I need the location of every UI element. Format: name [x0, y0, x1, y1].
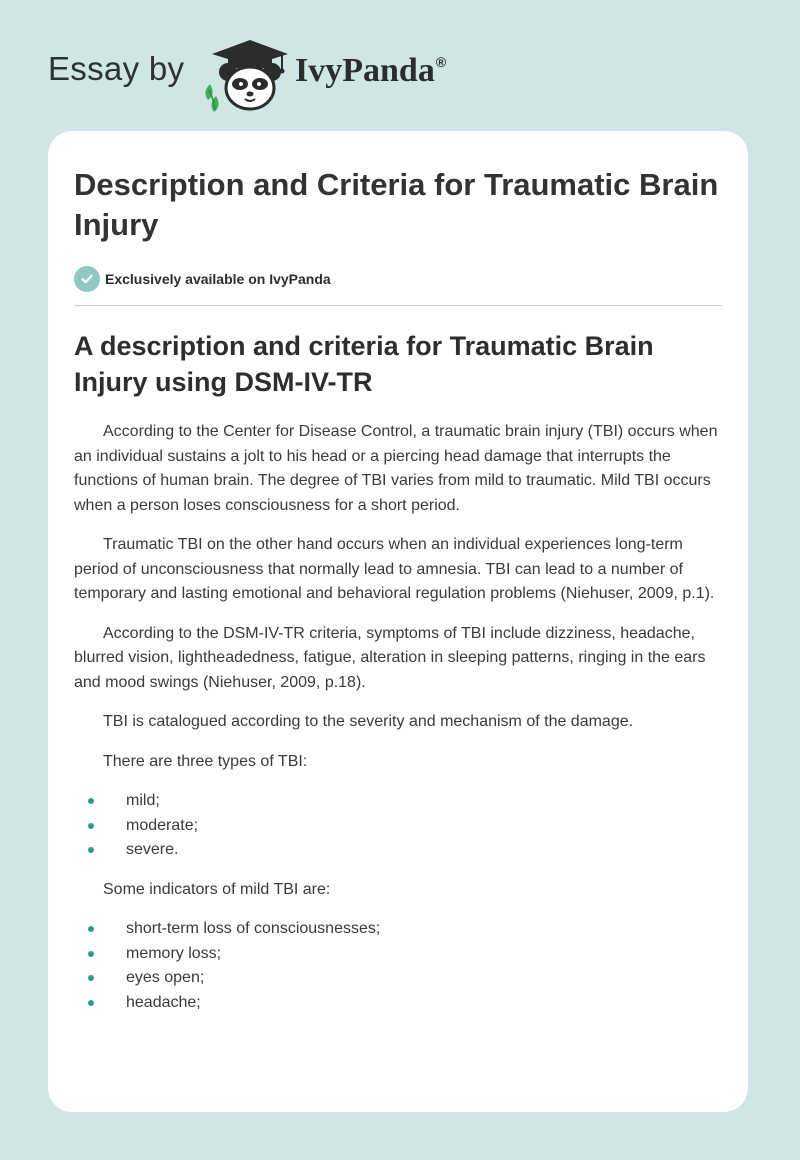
paragraph: There are three types of TBI:: [103, 752, 308, 770]
check-icon: [74, 266, 100, 292]
bullet-icon: [88, 823, 94, 829]
bullet-icon: [88, 798, 94, 804]
list-item: [74, 814, 722, 839]
panda-logo-icon[interactable]: [198, 34, 294, 114]
page-title: Description and Criteria for Traumatic Brain Injury: [74, 167, 719, 242]
brand-name[interactable]: [295, 52, 446, 90]
paragraph: TBI is catalogued according to the severity and mechanism of the damage.: [103, 713, 634, 730]
bullet-icon: [88, 1000, 94, 1006]
article-card: [48, 131, 748, 1112]
section-heading: A description and criteria for Traumatic Brain Injury using DSM-IV-TR: [74, 331, 654, 397]
list-item-text: mild;: [126, 792, 160, 809]
list-item: [74, 789, 722, 814]
list-item: [74, 991, 722, 1016]
bullet-icon: [88, 975, 94, 981]
list-item: [74, 966, 722, 991]
list-item-text: eyes open;: [126, 969, 205, 986]
tbi-types-list: [74, 789, 722, 863]
list-item-text: headache;: [126, 993, 201, 1011]
list-item: [74, 942, 722, 967]
bullet-icon: [88, 926, 94, 932]
brand-name-text: IvyPanda: [295, 52, 435, 89]
list-item-text: moderate;: [126, 816, 199, 834]
essay-by-label: Essay by: [48, 50, 185, 87]
bullet-icon: [88, 847, 94, 853]
divider: [74, 305, 722, 306]
site-header: [48, 30, 748, 120]
list-item: [74, 917, 722, 942]
list-item-text: severe.: [126, 841, 179, 858]
list-item-text: memory loss;: [126, 944, 222, 962]
paragraph: According to the Center for Disease Control, a traumatic brain injury (TBI) occurs when an individual sustains a jolt to his head or a piercing head damage that interrupts the functions of human brain. The degree of TBI varies from mild to traumatic. Mild TBI occurs when a person loses consciousness for a short period.: [74, 423, 718, 514]
paragraph: According to the DSM-IV-TR criteria, symptoms of TBI include dizziness, headache, blurred vision, lightheadedness, fatigue, alteration in sleeping patterns, ringing in the ears and mood swings (Niehuser, 2009, p.18).: [74, 624, 706, 691]
mild-tbi-indicators-list: [74, 917, 722, 1015]
bullet-icon: [88, 951, 94, 957]
paragraph: Traumatic TBI on the other hand occurs when an individual experiences long-term period of unconsciousness that normally lead to amnesia. TBI can lead to a number of temporary and lasting emotional and behavioral regulation problems (Niehuser, 2009, p.1).: [74, 536, 715, 602]
exclusive-badge-label: Exclusively available on IvyPanda: [105, 271, 331, 287]
paragraph: Some indicators of mild TBI are:: [103, 880, 331, 898]
registered-mark: ®: [435, 54, 447, 70]
list-item-text: short-term loss of consciousnesses;: [126, 920, 381, 937]
exclusive-badge: [74, 265, 722, 293]
list-item: [74, 838, 722, 863]
